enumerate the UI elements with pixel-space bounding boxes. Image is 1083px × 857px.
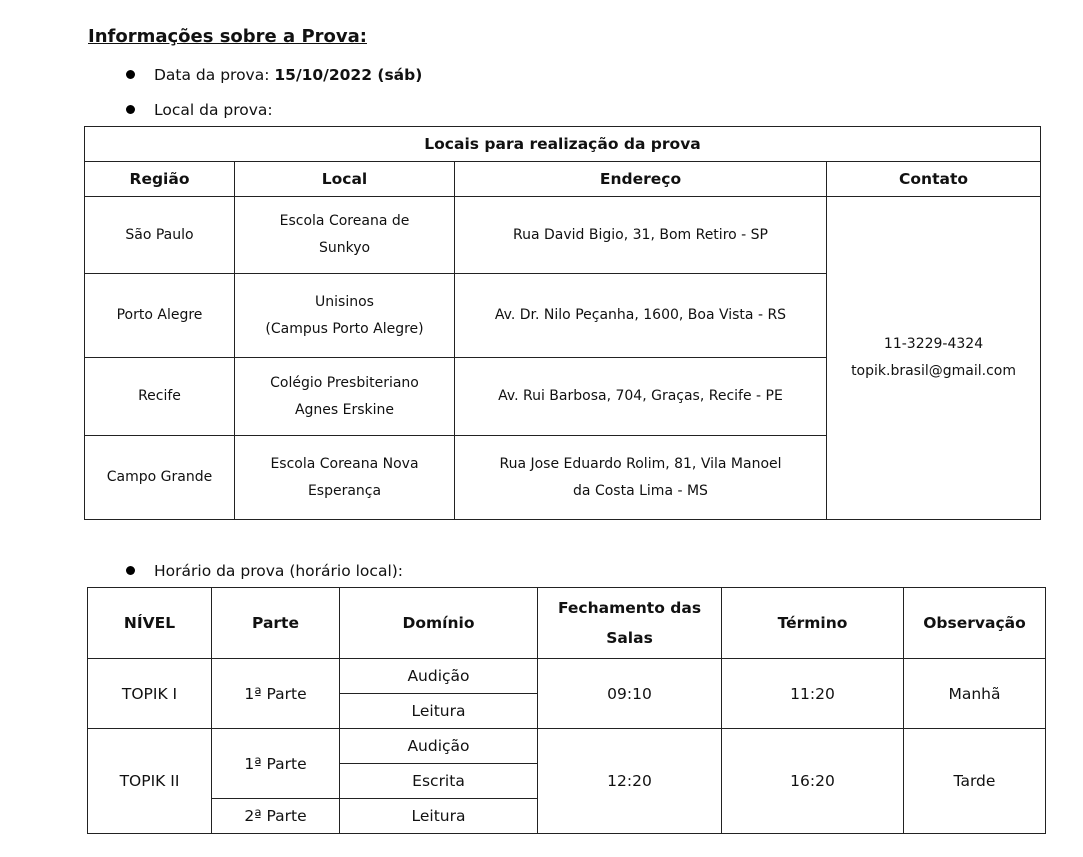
closing-cell: 09:10 xyxy=(538,659,722,729)
locations-title: Locais para realização da prova xyxy=(85,127,1041,162)
address-cell: Av. Dr. Nilo Peçanha, 1600, Boa Vista - RS xyxy=(455,274,827,358)
contact-phone: 11-3229-4324 xyxy=(883,336,984,352)
bullet-icon xyxy=(126,566,135,575)
venue-cell: Escola Coreana Nova Esperança xyxy=(235,436,455,520)
contact-cell xyxy=(827,197,1041,520)
note-cell: Tarde xyxy=(904,729,1046,834)
exam-date-value: 15/10/2022 (sáb) xyxy=(274,66,423,84)
domain-cell: Audição xyxy=(340,729,538,764)
exam-location-label: Local da prova: xyxy=(154,101,273,119)
table-row xyxy=(88,729,1046,764)
header-level: NÍVEL xyxy=(88,588,212,659)
exam-date-item xyxy=(126,66,422,84)
venue-cell: Escola Coreana de Sunkyo xyxy=(235,197,455,274)
header-address: Endereço xyxy=(455,162,827,197)
end-cell: 11:20 xyxy=(722,659,904,729)
table-row xyxy=(88,659,1046,694)
locations-header-row xyxy=(85,162,1041,197)
region-cell: São Paulo xyxy=(85,197,235,274)
venue-cell: Unisinos (Campus Porto Alegre) xyxy=(235,274,455,358)
header-venue: Local xyxy=(235,162,455,197)
schedule-header-row xyxy=(88,588,1046,659)
note-cell: Manhã xyxy=(904,659,1046,729)
domain-cell: Leitura xyxy=(340,694,538,729)
header-contact: Contato xyxy=(827,162,1041,197)
header-end: Término xyxy=(722,588,904,659)
schedule-item xyxy=(126,562,403,580)
page-heading: Informações sobre a Prova: xyxy=(88,26,367,47)
domain-cell: Leitura xyxy=(340,799,538,834)
header-note: Observação xyxy=(904,588,1046,659)
domain-cell: Escrita xyxy=(340,764,538,799)
region-cell: Campo Grande xyxy=(85,436,235,520)
address-cell: Rua Jose Eduardo Rolim, 81, Vila Manoel da Costa Lima - MS xyxy=(455,436,827,520)
part-cell: 1ª Parte xyxy=(212,729,340,799)
address-cell: Av. Rui Barbosa, 704, Graças, Recife - PE xyxy=(455,358,827,436)
contact-email: topik.brasil@gmail.com xyxy=(851,363,1016,379)
header-domain: Domínio xyxy=(340,588,538,659)
bullet-icon xyxy=(126,105,135,114)
schedule-table xyxy=(87,587,1046,834)
exam-date-label: Data da prova: xyxy=(154,66,275,84)
header-part: Parte xyxy=(212,588,340,659)
address-cell: Rua David Bigio, 31, Bom Retiro - SP xyxy=(455,197,827,274)
locations-table xyxy=(84,126,1041,520)
region-cell: Recife xyxy=(85,358,235,436)
part-cell: 2ª Parte xyxy=(212,799,340,834)
level-cell: TOPIK II xyxy=(88,729,212,834)
bullet-icon xyxy=(126,70,135,79)
table-row xyxy=(85,197,1041,274)
closing-cell: 12:20 xyxy=(538,729,722,834)
header-region: Região xyxy=(85,162,235,197)
header-closing: Fechamento das Salas xyxy=(538,588,722,659)
venue-cell: Colégio Presbiteriano Agnes Erskine xyxy=(235,358,455,436)
exam-location-item xyxy=(126,101,273,119)
schedule-label: Horário da prova (horário local): xyxy=(154,562,404,580)
region-cell: Porto Alegre xyxy=(85,274,235,358)
domain-cell: Audição xyxy=(340,659,538,694)
end-cell: 16:20 xyxy=(722,729,904,834)
part-cell: 1ª Parte xyxy=(212,659,340,729)
level-cell: TOPIK I xyxy=(88,659,212,729)
